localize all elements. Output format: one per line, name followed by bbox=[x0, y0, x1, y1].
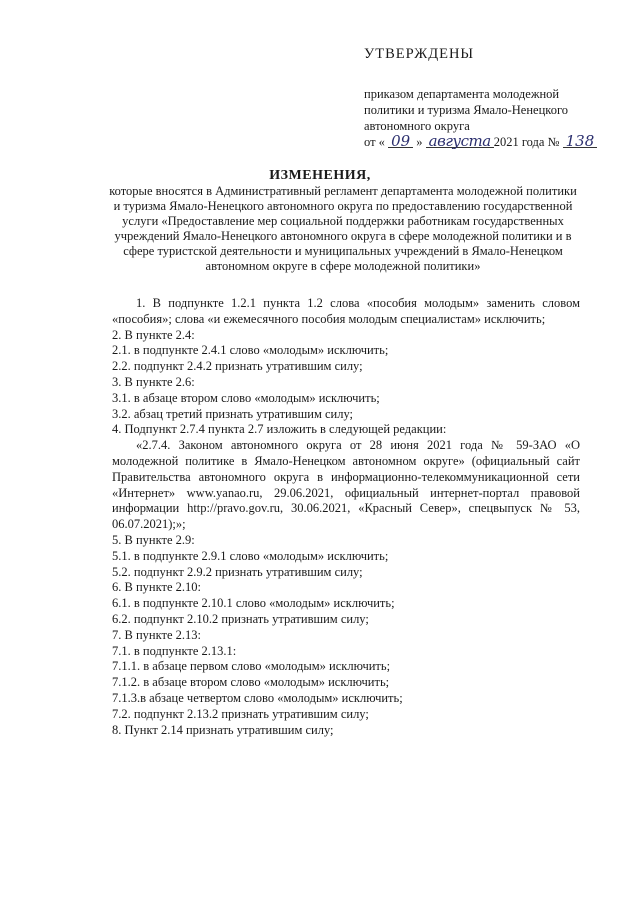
document-subtitle: которые вносятся в Административный регламент департамента молодежной политики и туризма Ямало-Ненецкого автономного округа по предоставлению государственной услуги «Предоставление мер социальной поддержки работникам государственных учреждений Ямало-Ненецкого автономного округа в сфере молодежной политики и в сфере туристской деятельности и муниципальных учреждений в Ямало-Ненецком автономном округе в сфере молодежной политики» bbox=[109, 184, 577, 273]
list-item: 7. В пункте 2.13: bbox=[112, 627, 201, 642]
list-item: 5. В пункте 2.9: bbox=[112, 532, 195, 547]
list-item: 6. В пункте 2.10: bbox=[112, 580, 201, 595]
order-reference bbox=[364, 86, 595, 150]
list-item: 2.1. в подпункте 2.4.1 слово «молодым» исключить; bbox=[112, 343, 389, 358]
list-item: 5.2. подпункт 2.9.2 признать утратившим силу; bbox=[112, 564, 363, 579]
date-suffix: 2021 года № bbox=[493, 135, 560, 149]
order-text: приказом департамента молодежной политики и туризма Ямало-Ненецкого автономного округа bbox=[364, 87, 569, 133]
document-title: ИЗМЕНЕНИЯ, bbox=[269, 168, 371, 183]
handwritten-number: 138 bbox=[563, 135, 598, 148]
approved-heading: УТВЕРЖДЕНЫ bbox=[364, 46, 475, 62]
list-item: 7.2. подпункт 2.13.2 признать утратившим силу; bbox=[112, 706, 369, 721]
list-item: 2.2. подпункт 2.4.2 признать утратившим силу; bbox=[112, 359, 363, 374]
handwritten-month: августа bbox=[426, 135, 494, 148]
list-item: 7.1.2. в абзаце втором слово «молодым» исключить; bbox=[112, 675, 390, 690]
list-item: 7.1.1. в абзаце первом слово «молодым» исключить; bbox=[112, 659, 391, 674]
list-item: 6.1. в подпункте 2.10.1 слово «молодым» исключить; bbox=[112, 596, 395, 611]
list-item: 4. Подпункт 2.7.4 пункта 2.7 изложить в следующей редакции: bbox=[112, 422, 447, 437]
list-item: 3.2. абзац третий признать утратившим силу; bbox=[112, 406, 354, 421]
list-item: 6.2. подпункт 2.10.2 признать утратившим силу; bbox=[112, 611, 369, 626]
list-item: 1. В подпункте 1.2.1 пункта 1.2 слова «пособия молодым» заменить словом «пособия»; слова «и ежемесячного пособия молодым специалистам» исключить; bbox=[112, 296, 580, 326]
changes-list bbox=[112, 296, 580, 738]
date-prefix: от « bbox=[364, 135, 385, 149]
list-item: «2.7.4. Законом автономного округа от 28 июня 2021 года № 59-ЗАО «О молодежной политике в Ямало-Ненецком автономном округе» (официальный сайт Правительства автономного округа в информационно-телекоммуникационной сети «Интернет» www.yanao.ru, 29.06.2021, официальный интернет-портал правовой информации http://pravo.gov.ru, 30.06.2021, «Красный Север», спецвыпуск № 53, 06.07.2021);»; bbox=[112, 438, 580, 532]
order-date-line bbox=[364, 132, 595, 150]
date-mid: » bbox=[416, 135, 423, 149]
list-item: 8. Пункт 2.14 признать утратившим силу; bbox=[112, 722, 334, 737]
list-item: 5.1. в подпункте 2.9.1 слово «молодым» исключить; bbox=[112, 548, 389, 563]
list-item: 7.1.3.в абзаце четвертом слово «молодым» исключить; bbox=[112, 690, 403, 705]
handwritten-day: 09 bbox=[388, 135, 413, 148]
list-item: 2. В пункте 2.4: bbox=[112, 327, 195, 342]
list-item: 3. В пункте 2.6: bbox=[112, 374, 195, 389]
list-item: 7.1. в подпункте 2.13.1: bbox=[112, 643, 237, 658]
list-item: 3.1. в абзаце втором слово «молодым» исключить; bbox=[112, 390, 380, 405]
